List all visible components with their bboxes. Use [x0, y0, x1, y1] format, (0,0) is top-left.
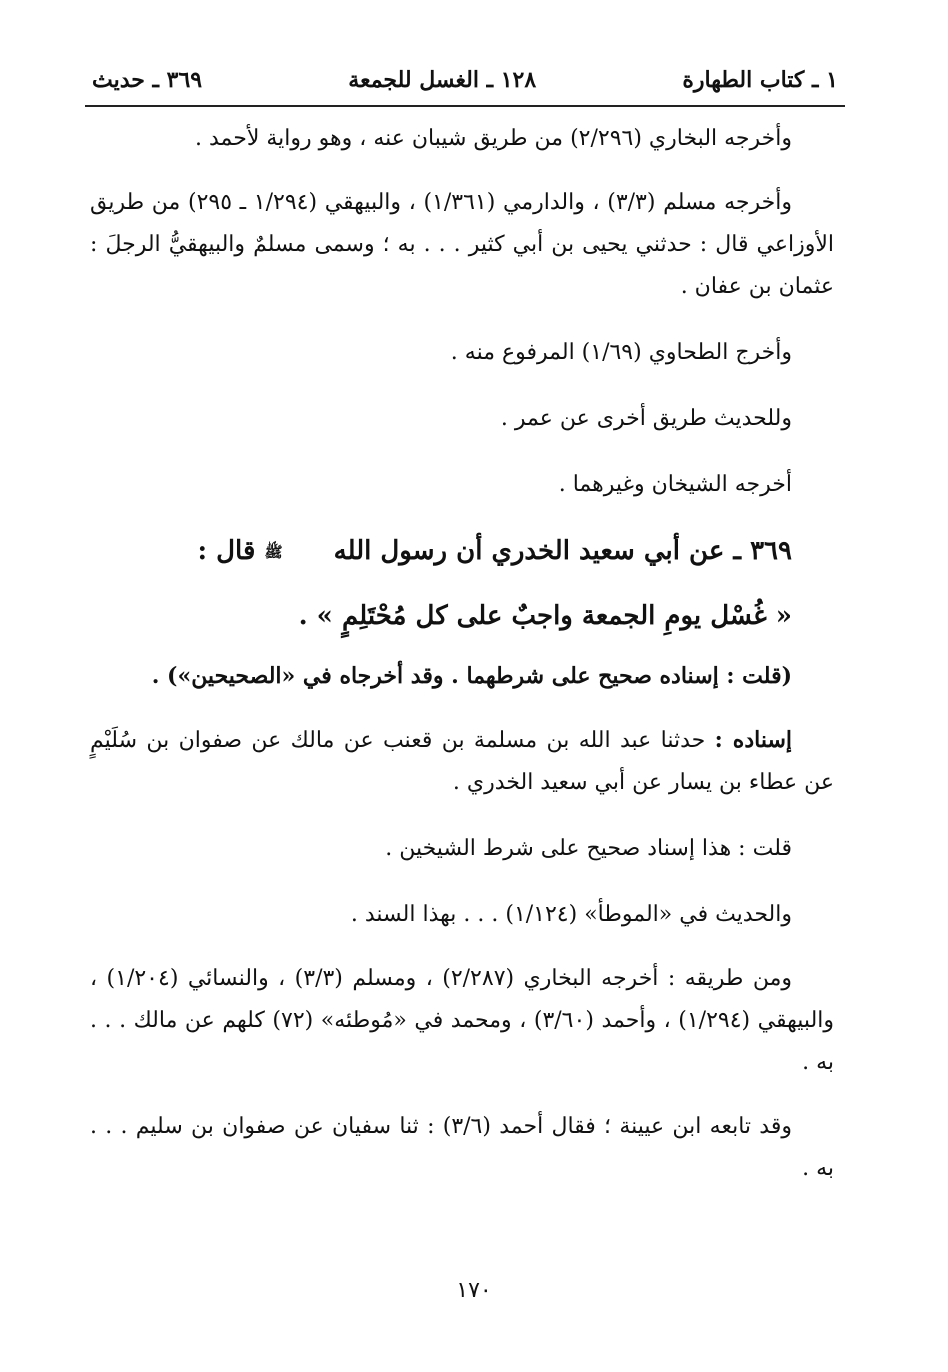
verdict-close: ) . — [151, 663, 178, 689]
hadith-heading — [90, 528, 834, 575]
paragraph-other-route: وللحديث طريق أخرى عن عمر . — [500, 406, 792, 431]
hadith-heading-text: ٣٦٩ ـ عن أبي سعيد الخدري أن رسول الله — [333, 536, 792, 566]
paragraph-shaykhain-condition: قلت : هذا إسناد صحيح على شرط الشيخين . — [385, 836, 792, 861]
paragraph-routes: ومن طريقه : أخرجه البخاري (٢/٢٨٧) ، ومسلم (٣/٣) ، والنسائي (١/٢٠٤) ، والبيهقي (١/٢٩٤) ، وأحمد (٣/٦٠) ، ومحمد في «مُوطئه» (٧٢) كلهم عن مالك . . . به . — [90, 966, 835, 1075]
salawat-glyph: ﷺ — [264, 543, 283, 561]
page-body — [90, 118, 834, 1190]
book-title: ١ ـ كتاب الطهارة — [682, 67, 838, 93]
isnad-paragraph — [90, 719, 834, 804]
isnad-label: إسناده : — [714, 727, 793, 753]
verdict-book: «الصحيحين» — [177, 663, 296, 689]
chapter-title: ١٢٨ ـ الغسل للجمعة — [348, 67, 537, 93]
paragraph-bukhari: وأخرجه البخاري (٢/٢٩٦) من طريق شيبان عنه ، وهو رواية لأحمد . — [194, 126, 792, 151]
running-header — [92, 62, 838, 98]
isnad-text: حدثنا عبد الله بن مسلمة بن قعنب عن مالك عن صفوان بن سُلَيْمٍ عن عطاء بن يسار عن أبي سعيد الخدري . — [90, 728, 834, 795]
hadith-number: ٣٦٩ ـ حديث — [92, 67, 203, 93]
page-number: ١٧٠ — [456, 1278, 492, 1303]
paragraph-tahawi: وأخرج الطحاوي (١/٦٩) المرفوع منه . — [450, 340, 792, 365]
hadith-text: « غُسْل يومِ الجمعة واجبٌ على كل مُحْتَلِمٍ » . — [298, 601, 792, 631]
paragraph-shaykhan: أخرجه الشيخان وغيرهما . — [558, 472, 792, 497]
paragraph-muslim: وأخرجه مسلم (٣/٣) ، والدارمي (١/٣٦١) ، والبيهقي (١/٢٩٤ ـ ٢٩٥) من طريق الأوزاعي قال : حدثني يحيى بن أبي كثير . . . به ؛ وسمى مسلمٌ والبيهقيُّ الرجلَ : عثمان بن عفان . — [90, 190, 834, 299]
verdict — [90, 655, 834, 697]
paragraph-muwatta: والحديث في «الموطأ» (١/١٢٤) . . . بهذا السند . — [350, 902, 792, 927]
hadith-heading-qal: قال : — [197, 536, 256, 566]
header-divider — [85, 105, 845, 107]
paragraph-ibn-uyaynah: وقد تابعه ابن عيينة ؛ فقال أحمد (٣/٦) : ثنا سفيان عن صفوان بن سليم . . . به . — [90, 1114, 834, 1181]
verdict-text: (قلت : إسناده صحيح على شرطهما . وقد أخرجاه في — [295, 663, 792, 689]
